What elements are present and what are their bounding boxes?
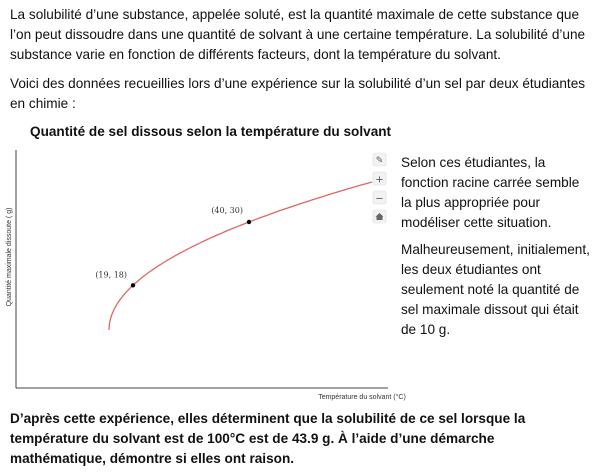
conclusion-paragraph: D’après cette expérience, elles déterminent que la solubilité de ce sel lorsque la température du solvant est de 100°C est de 43.9 g. À l’aide d’une démarche mathématique, démontre si elles ont raison. [10, 411, 526, 466]
side-paragraph-2: Malheureusement, initialement, les deux étudiantes ont seulement noté la quantité de sel maximale dissout qui était de 10 g. [401, 242, 590, 337]
intro-paragraph-1: La solubilité d’une substance, appelée soluté, est la quantité maximale de cette substance que l’on peut dissoudre dans une quantité de solvant à une certaine température. La solubilité d’une substance varie en fonction de différents facteurs, dont la température du solvant. [10, 7, 586, 62]
zoom-out-button[interactable] [373, 191, 386, 205]
point-label: (19, 18) [95, 270, 127, 280]
zoom-in-button[interactable] [373, 172, 386, 186]
wrench-button[interactable] [373, 153, 386, 166]
home-button[interactable] [373, 210, 386, 223]
wrench-icon: ✎ [375, 156, 384, 166]
chart-title: Quantité de sel dissous selon la température du solvant [30, 124, 392, 139]
intro-paragraph-2: Voici des données recueillies lors d’une expérience sur la solubilité d’un sel par deux étudiantes en chimie : [10, 76, 586, 111]
zoom-in-icon: + [375, 174, 384, 186]
point-label: (40, 30) [211, 206, 243, 215]
data-point [131, 283, 135, 287]
sqrt-curve [109, 182, 372, 330]
x-axis-label: Température du solvant (°C) [318, 394, 406, 401]
zoom-out-icon: − [375, 193, 384, 205]
side-paragraph-1: Selon ces étudiantes, la fonction racine carrée semble la plus appropriée pour modéliser cette situation. [401, 155, 580, 230]
data-point [247, 220, 251, 224]
y-axis-label: Quantité maximale dissoute ( g) [6, 207, 13, 307]
solubility-graph [0, 145, 406, 407]
